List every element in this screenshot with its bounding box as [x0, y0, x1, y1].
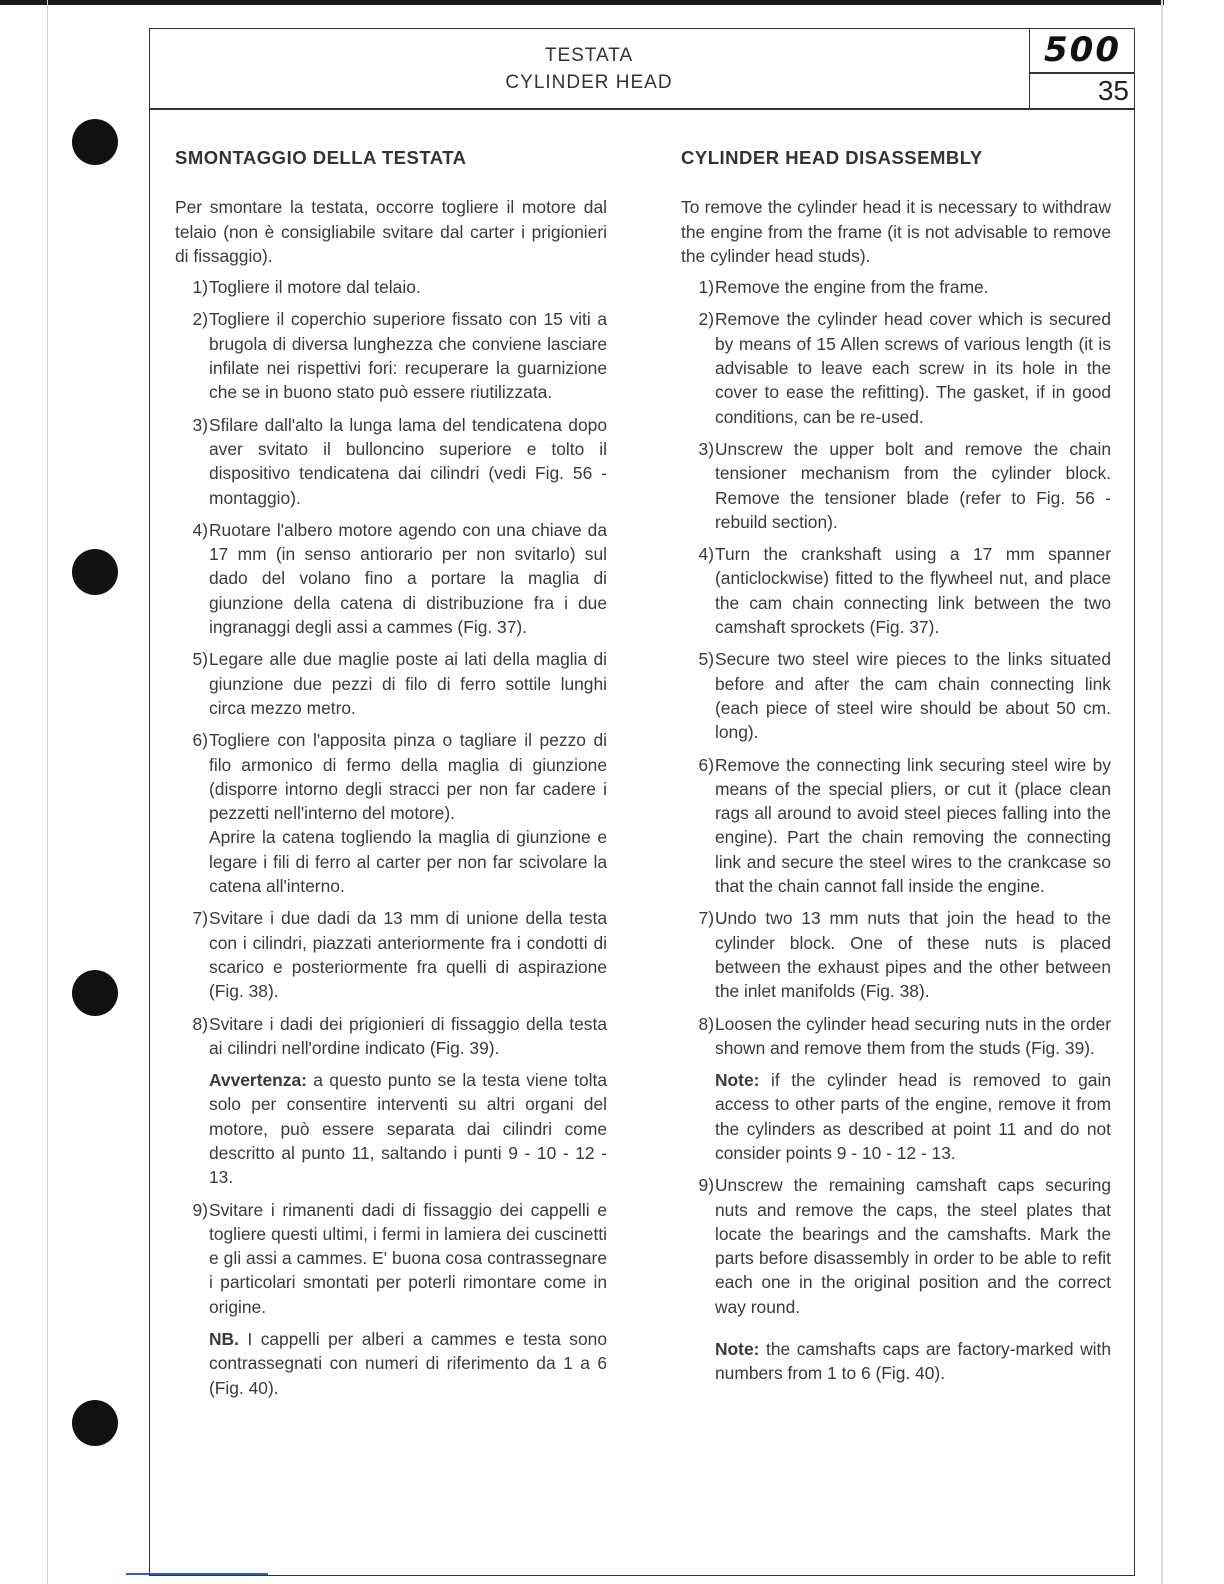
- left-edge-rule: [47, 0, 48, 1584]
- italian-step: [175, 1012, 607, 1061]
- step-text: Togliere con l'apposita pinza o tagliare il pezzo di filo armonico di fermo della maglia di giunzione (disporre intorno degli stracci per non far cadere i pezzetti nell'interno del motore).: [209, 730, 607, 824]
- italian-step: [175, 275, 607, 299]
- english-step: [681, 275, 1111, 299]
- step-text: Secure two steel wire pieces to the links situated before and after the cam chain connecting link (each piece of steel wire should be about 50 cm. long).: [715, 649, 1111, 743]
- step-text: Remove the cylinder head cover which is secured by means of 15 Allen screws of various length (it is advisable to leave each screw in its hole in the cover to ease the refitting). The gasket, if in good conditions, can be re-used.: [715, 309, 1111, 427]
- step-number: 5): [192, 649, 208, 670]
- italian-warning: [175, 1068, 607, 1189]
- step-text: Svitare i rimanenti dadi di fissaggio dei cappelli e togliere questi ultimi, i fermi in lamiera dei cuscinetti e gli assi a cammes. E' buona cosa contrassegnare i particolari smontati per poterli rimontare come in origine.: [209, 1199, 607, 1317]
- binder-hole: [72, 1400, 118, 1446]
- italian-step: [175, 906, 607, 1003]
- italian-step: [175, 728, 607, 898]
- step-number: 9): [192, 1199, 208, 1220]
- english-column: [681, 146, 1111, 1394]
- italian-step: [175, 307, 607, 404]
- italian-intro: Per smontare la testata, occorre togliere il motore dal telaio (non è consigliabile svitare dal carter i prigionieri di fissaggio).: [175, 197, 607, 266]
- warning-text: a questo punto se la testa viene tolta solo per consentire interventi su altri organi del motore, può essere separata dai cilindri come descritto al punto 11, saltando i punti 9 - 10 - 12 - 13.: [209, 1070, 607, 1188]
- step-number: 2): [192, 309, 208, 330]
- nb-text: I cappelli per alberi a cammes e testa sono contrassegnati con numeri di riferimento da 1 a 6 (Fig. 40).: [209, 1329, 607, 1398]
- step-number: 9): [698, 1175, 714, 1196]
- step-number: 6): [698, 754, 714, 775]
- italian-step: [175, 1198, 607, 1319]
- logo-box: [1029, 28, 1135, 110]
- step-text: Svitare i due dadi da 13 mm di unione della testa con i cilindri, piazzati anteriormente fra i condotti di scarico e posteriormente fra quelli di aspirazione (Fig. 38).: [209, 908, 607, 1002]
- warning-label: Avvertenza:: [209, 1070, 307, 1091]
- english-step: [681, 906, 1111, 1003]
- english-step: [681, 437, 1111, 534]
- step-number: 4): [698, 544, 714, 565]
- header-title-italian: TESTATA: [544, 45, 634, 66]
- header-divider: [149, 108, 1135, 110]
- step-number: 4): [192, 519, 208, 540]
- step-text: Svitare i dadi dei prigionieri di fissaggio della testa ai cilindri nell'ordine indicato (Fig. 39).: [209, 1013, 607, 1058]
- step-number: 5): [698, 649, 714, 670]
- step-text: Undo two 13 mm nuts that join the head to the cylinder block. One of these nuts is placed between the exhaust pipes and the other between the inlet manifolds (Fig. 38).: [715, 908, 1111, 1002]
- note-label: Note:: [715, 1070, 760, 1091]
- english-step: [681, 1012, 1111, 1061]
- step-text: Remove the connecting link securing steel wire by means of the special pliers, or cut it (place clean rags all around to avoid steel pieces falling into the engine). Part the chain removing the connecting link and secure the steel wires to the crankcase so that the chain cannot fall inside the engine.: [715, 754, 1111, 897]
- binder-hole: [72, 549, 118, 595]
- english-step: [681, 647, 1111, 744]
- model-logo: 500: [1044, 30, 1121, 70]
- english-step: [681, 1173, 1111, 1319]
- english-step: [681, 753, 1111, 899]
- step-number: 1): [192, 277, 208, 298]
- italian-heading: SMONTAGGIO DELLA TESTATA: [175, 147, 467, 168]
- italian-column: [175, 146, 607, 1408]
- english-step: [681, 307, 1111, 428]
- english-heading: CYLINDER HEAD DISASSEMBLY: [681, 147, 983, 168]
- step-number: 7): [698, 908, 714, 929]
- step-text: Ruotare l'albero motore agendo con una chiave da 17 mm (in senso antiorario per non svitarlo) sul dado del volano fino a portare la maglia di giunzione della catena di distribuzione fra i due ingranaggi degli assi a cammes (Fig. 37).: [209, 519, 607, 638]
- step-number: 8): [192, 1013, 208, 1034]
- binder-hole: [72, 119, 118, 165]
- step-text: Togliere il motore dal telaio.: [209, 277, 421, 298]
- step-text: Unscrew the upper bolt and remove the chain tensioner mechanism from the cylinder block. Remove the tensioner blade (refer to Fig. 56 - rebuild section).: [715, 438, 1111, 532]
- step-text: Loosen the cylinder head securing nuts in the order shown and remove them from the studs (Fig. 39).: [715, 1013, 1111, 1058]
- step-text-continued: Aprire la catena togliendo la maglia di giunzione e legare i fili di ferro al carter per non far scivolare la catena all'interno.: [209, 827, 607, 897]
- english-step: [681, 542, 1111, 639]
- italian-step: [175, 413, 607, 510]
- step-number: 1): [698, 277, 714, 298]
- step-text: Turn the crankshaft using a 17 mm spanner (anticlockwise) fitted to the flywheel nut, and place the cam chain connecting link between the two camshaft sprockets (Fig. 37).: [715, 544, 1111, 638]
- step-number: 2): [698, 309, 714, 330]
- step-text: Sfilare dall'alto la lunga lama del tendicatena dopo aver svitato il bulloncino superiore e tolto il dispositivo tendicatena dai cilindri (vedi Fig. 56 - montaggio).: [209, 414, 607, 508]
- header-title-english: CYLINDER HEAD: [505, 72, 673, 93]
- right-edge-rule: [1161, 0, 1163, 1584]
- english-intro: To remove the cylinder head it is necessary to withdraw the engine from the frame (it is not advisable to remove the cylinder head studs).: [681, 197, 1111, 266]
- note-text: the camshafts caps are factory-marked with numbers from 1 to 6 (Fig. 40).: [715, 1339, 1111, 1384]
- italian-step: [175, 518, 607, 639]
- step-text: Legare alle due maglie poste ai lati della maglia di giunzione due pezzi di filo di ferro sottile lunghi circa mezzo metro.: [209, 649, 607, 718]
- step-text: Remove the engine from the frame.: [715, 277, 989, 298]
- english-note-caps: [681, 1337, 1111, 1386]
- page-number: 35: [1097, 75, 1129, 106]
- nb-label: NB.: [209, 1329, 239, 1350]
- step-text: Unscrew the remaining camshaft caps securing nuts and remove the caps, the steel plates that locate the bearings and the camshafts. Mark the parts before disassembly in order to be able to refit each one in the original position and the correct way round.: [715, 1175, 1111, 1317]
- step-number: 3): [192, 414, 208, 435]
- top-edge-rule: [0, 0, 1164, 5]
- step-number: 8): [698, 1013, 714, 1034]
- italian-nb-note: [175, 1327, 607, 1400]
- binder-hole: [72, 970, 118, 1016]
- note-label: Note:: [715, 1339, 760, 1360]
- step-text: Togliere il coperchio superiore fissato con 15 viti a brugola di diversa lunghezza che conviene lasciare infilate nei rispettivi fori: recuperare la guarnizione che se in buono stato può essere riutilizzata.: [209, 309, 607, 403]
- step-number: 7): [192, 908, 208, 929]
- english-note: [681, 1068, 1111, 1165]
- step-number: 6): [192, 730, 208, 751]
- step-number: 3): [698, 438, 714, 459]
- italian-step: [175, 647, 607, 720]
- note-text: if the cylinder head is removed to gain access to other parts of the engine, remove it from the cylinders as described at point 11 and do not consider points 9 - 10 - 12 - 13.: [715, 1070, 1111, 1163]
